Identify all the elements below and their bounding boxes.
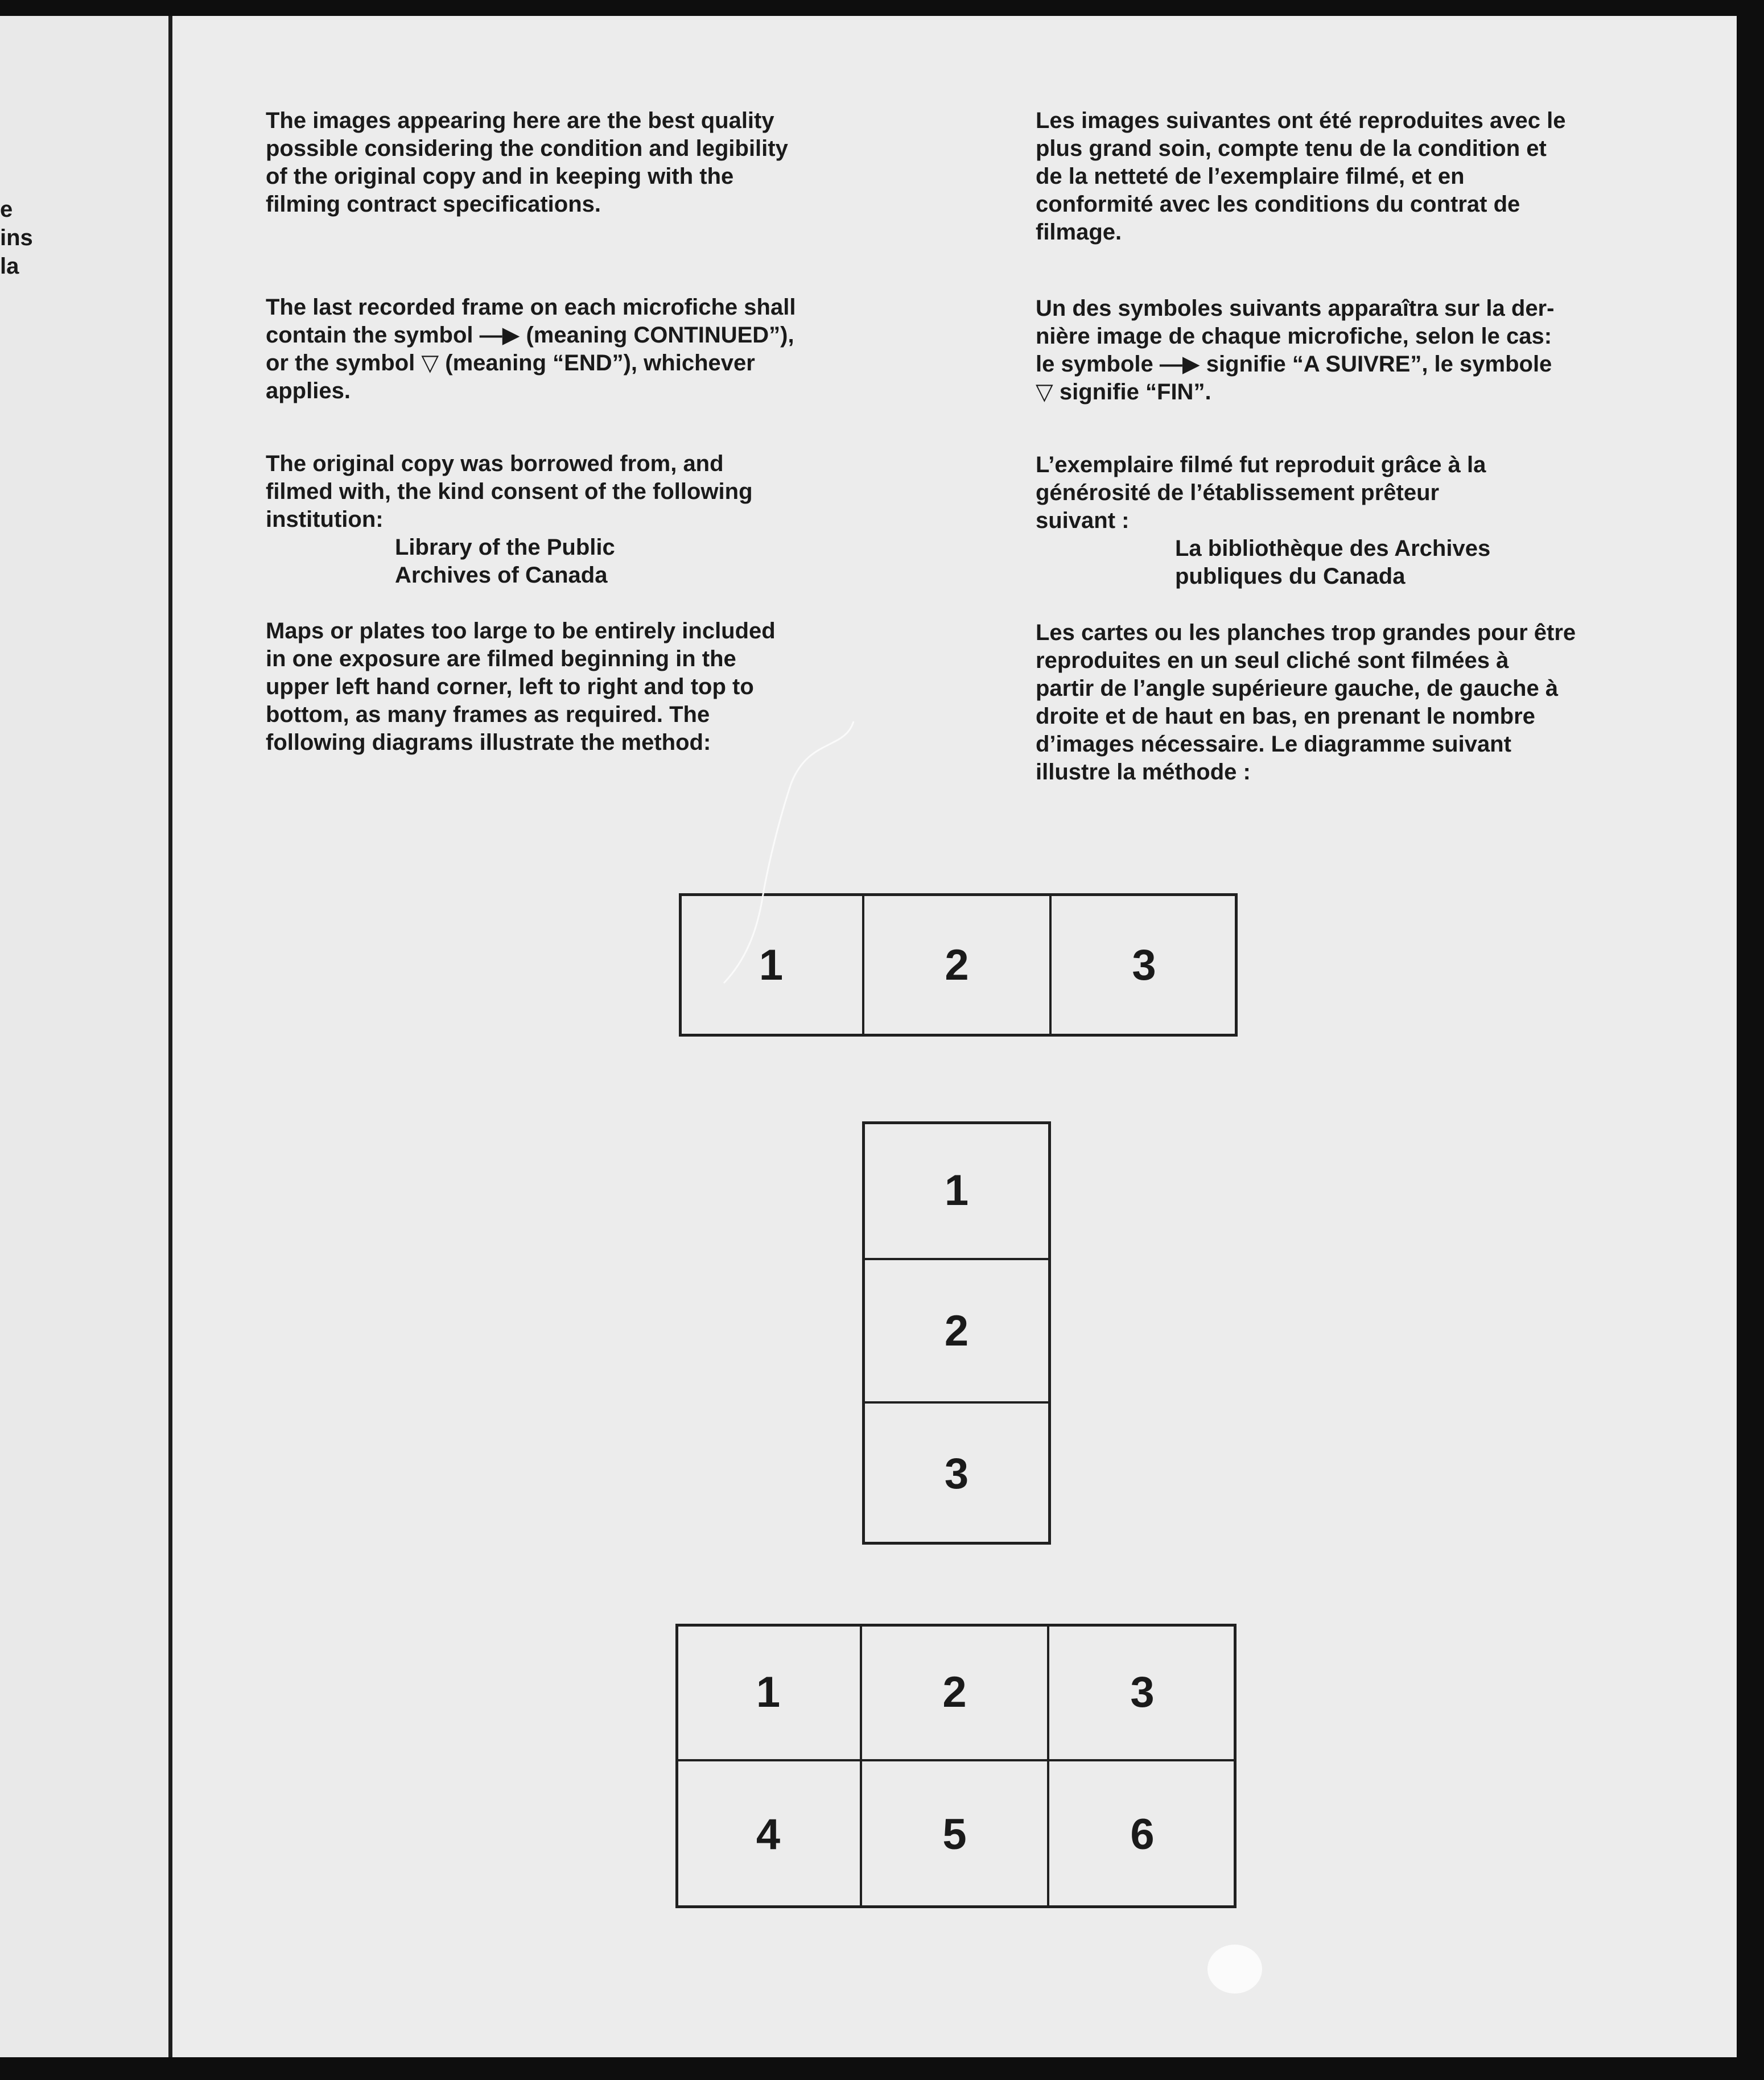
text-line: institution: bbox=[266, 507, 384, 532]
text-line: upper left hand corner, left to right and top to bbox=[266, 674, 754, 699]
microfiche-page bbox=[0, 16, 1737, 2057]
text-line: Les images suivantes ont été reproduites avec le bbox=[1036, 108, 1566, 133]
text-line: partir de l’angle supérieure gauche, de gauche à bbox=[1036, 676, 1559, 701]
text-line: applies. bbox=[266, 378, 351, 403]
fragment-text: la bbox=[0, 254, 19, 279]
grid-frames-diagram bbox=[675, 1624, 1237, 1908]
frame-number: 1 bbox=[759, 940, 784, 989]
text-line: The original copy was borrowed from, and bbox=[266, 451, 724, 476]
text-line: d’images nécessaire. Le diagramme suivant bbox=[1036, 732, 1511, 757]
text-line: de la netteté de l’exemplaire filmé, et en bbox=[1036, 164, 1465, 189]
frame-number: 1 bbox=[756, 1668, 781, 1716]
scan-blemish bbox=[1207, 1945, 1262, 1994]
text-line: filmed with, the kind consent of the following bbox=[266, 479, 753, 504]
fragment-text: ins bbox=[0, 225, 33, 250]
previous-page-strip bbox=[0, 16, 171, 2057]
french-p3 bbox=[1036, 451, 1490, 591]
text-line: droite et de haut en bas, en prenant le nombre bbox=[1036, 704, 1535, 729]
text-line: The images appearing here are the best quality bbox=[266, 108, 774, 133]
english-p1 bbox=[266, 107, 788, 218]
text-line: in one exposure are filmed beginning in the bbox=[266, 646, 736, 671]
text-line: générosité de l’établissement prêteur bbox=[1036, 480, 1440, 505]
page-divider bbox=[168, 16, 172, 2057]
institution-line: Archives of Canada bbox=[395, 563, 608, 588]
text-line: conformité avec les conditions du contrat de bbox=[1036, 192, 1520, 217]
frame-number: 6 bbox=[1130, 1810, 1155, 1859]
text-line: or the symbol ▽ (meaning “END”), whichever bbox=[266, 350, 755, 375]
text-line: plus grand soin, compte tenu de la condition et bbox=[1036, 136, 1547, 161]
text-line: possible considering the condition and legibility bbox=[266, 136, 788, 161]
frame-number: 4 bbox=[756, 1810, 781, 1859]
text-line: suivant : bbox=[1036, 508, 1130, 533]
text-line: reproduites en un seul cliché sont filmées à bbox=[1036, 648, 1509, 673]
institution-line: La bibliothèque des Archives bbox=[1175, 536, 1491, 561]
french-p2 bbox=[1036, 295, 1554, 406]
frame-number: 2 bbox=[945, 940, 969, 989]
text-line: Un des symboles suivants apparaîtra sur la der- bbox=[1036, 296, 1555, 321]
frame-number: 2 bbox=[942, 1668, 967, 1716]
text-line: L’exemplaire filmé fut reproduit grâce à la bbox=[1036, 452, 1486, 477]
french-p4 bbox=[1036, 619, 1576, 786]
text-line: filming contract specifications. bbox=[266, 192, 601, 217]
text-line: le symbole —▶ signifie “A SUIVRE”, le symbole bbox=[1036, 352, 1552, 377]
institution-line: Library of the Public bbox=[395, 535, 615, 560]
frame-number: 1 bbox=[944, 1166, 969, 1215]
text-line: of the original copy and in keeping with the bbox=[266, 164, 734, 189]
text-line: ▽ signifie “FIN”. bbox=[1036, 379, 1211, 405]
english-p4 bbox=[266, 617, 776, 757]
frame-number: 3 bbox=[944, 1449, 969, 1498]
fragment-text: e bbox=[0, 197, 13, 222]
vertical-frames-diagram bbox=[862, 1121, 1051, 1545]
text-line: nière image de chaque microfiche, selon le cas: bbox=[1036, 324, 1552, 349]
frame-number: 5 bbox=[942, 1810, 967, 1859]
frame-number: 2 bbox=[944, 1306, 969, 1355]
french-p1 bbox=[1036, 107, 1565, 246]
text-line: contain the symbol —▶ (meaning CONTINUED”), bbox=[266, 323, 794, 348]
text-line: illustre la méthode : bbox=[1036, 760, 1251, 785]
text-line: Maps or plates too large to be entirely included bbox=[266, 618, 776, 643]
english-p3 bbox=[266, 450, 753, 589]
text-line: filmage. bbox=[1036, 220, 1122, 245]
text-line: Les cartes ou les planches trop grandes pour être bbox=[1036, 620, 1576, 645]
institution-line: publiques du Canada bbox=[1175, 564, 1406, 589]
english-p2 bbox=[266, 294, 796, 405]
text-line: The last recorded frame on each microfiche shall bbox=[266, 295, 796, 320]
scratch-mark bbox=[723, 716, 865, 1000]
text-line: following diagrams illustrate the method: bbox=[266, 730, 711, 755]
frame-number: 3 bbox=[1132, 940, 1156, 989]
text-line: bottom, as many frames as required. The bbox=[266, 702, 710, 727]
frame-number: 3 bbox=[1130, 1668, 1155, 1716]
